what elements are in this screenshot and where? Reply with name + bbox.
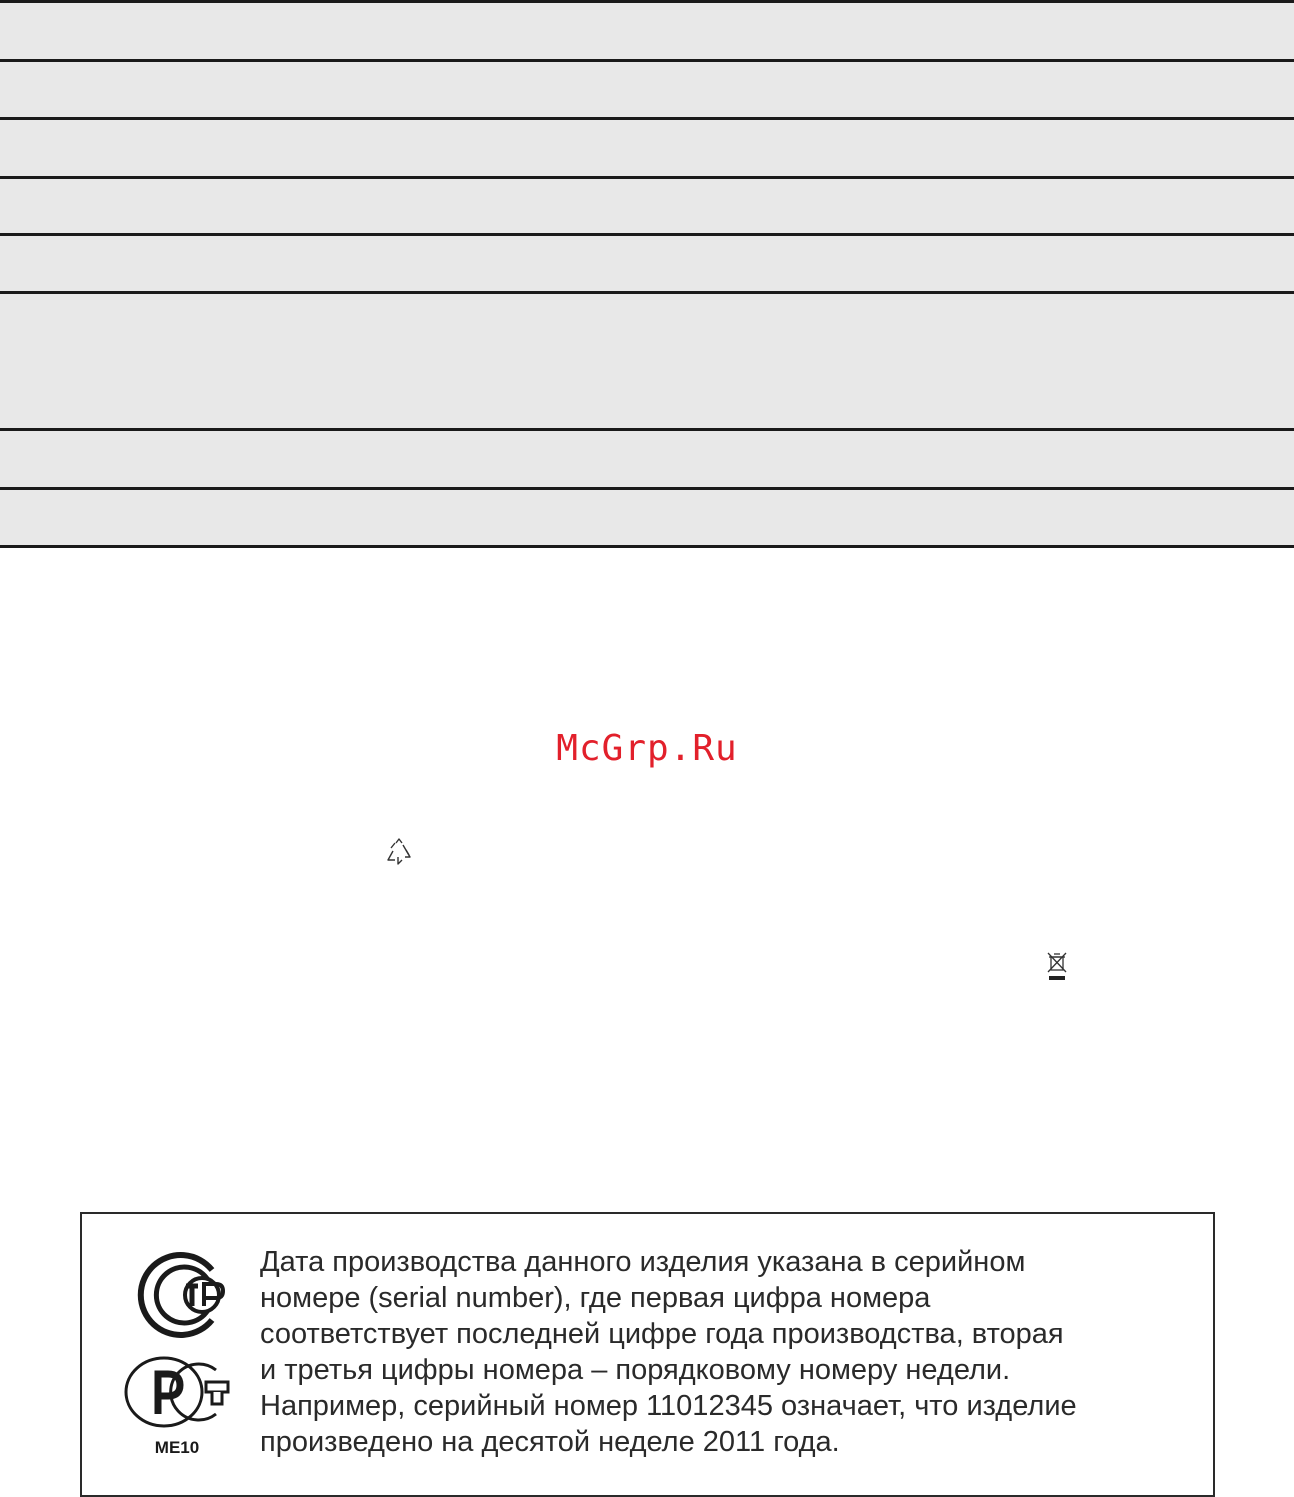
notice-line: произведено на десятой неделе 2011 года. <box>260 1426 840 1458</box>
notice-line: номере (serial number), где первая цифра номера <box>260 1282 931 1314</box>
table-row <box>0 431 1294 490</box>
notice-line: Например, серийный номер 11012345 означает, что изделие <box>260 1390 1077 1422</box>
table-row <box>0 236 1294 294</box>
production-date-text <box>260 1244 1200 1460</box>
table-row <box>0 62 1294 120</box>
rst-code-label: ME10 <box>154 1438 200 1457</box>
table-row <box>0 120 1294 179</box>
table-row <box>0 3 1294 62</box>
table-row <box>0 294 1294 431</box>
recycle-icon <box>384 837 414 867</box>
gost-r-certification-logo <box>124 1250 230 1340</box>
notice-line: Дата производства данного изделия указана в серийном <box>260 1246 1026 1278</box>
notice-line: и третья цифры номера – порядковому номеру недели. <box>260 1354 1011 1386</box>
production-date-notice <box>80 1212 1215 1497</box>
rst-certification-logo <box>124 1350 230 1434</box>
spec-table <box>0 0 1294 548</box>
watermark: McGrp.Ru <box>556 728 738 769</box>
table-row <box>0 490 1294 548</box>
notice-line: соответствует последней цифре года производства, вторая <box>260 1318 1064 1350</box>
table-row <box>0 179 1294 236</box>
crossed-bin-icon <box>1046 950 1068 982</box>
